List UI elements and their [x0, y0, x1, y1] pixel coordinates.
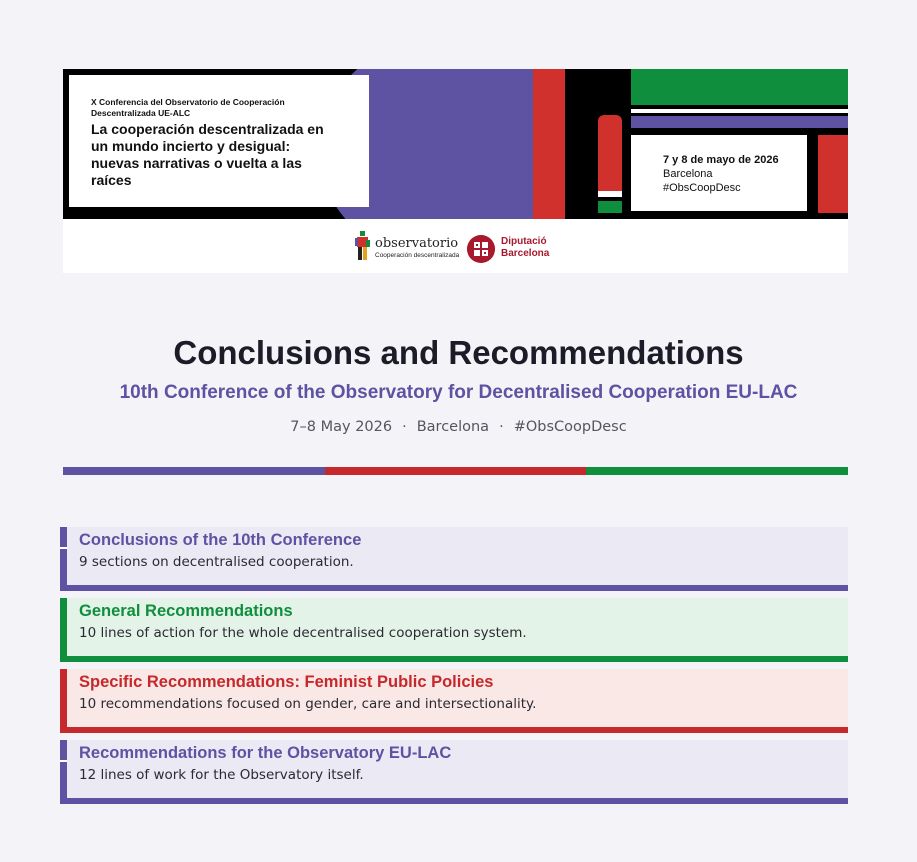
banner-purple-bar — [631, 116, 848, 128]
banner-red-pill — [598, 115, 622, 197]
meta-separator: · — [402, 419, 407, 435]
banner-green-block — [631, 69, 848, 105]
event-meta — [0, 419, 917, 435]
diputacio-seal-icon — [467, 235, 495, 263]
card-conclusions[interactable] — [60, 527, 848, 591]
diputacio-line1: Diputació — [501, 236, 547, 247]
divider-red — [325, 467, 587, 475]
card-title: Recommendations for the Observatory EU-LAC — [79, 744, 452, 762]
card-title: General Recommendations — [79, 602, 293, 620]
banner-kicker: X Conferencia del Observatorio de Cooperación Descentralizada UE-ALC — [91, 97, 285, 118]
diputacio-line2: Barcelona — [501, 248, 550, 259]
page-subtitle: 10th Conference of the Observatory for Decentralised Cooperation EU-LAC — [119, 382, 798, 403]
tricolor-divider — [63, 467, 848, 475]
event-city: Barcelona — [416, 419, 490, 435]
event-hashtag: #ObsCoopDesc — [513, 419, 627, 435]
divider-purple — [63, 467, 325, 475]
banner-red-right-block — [818, 135, 848, 213]
banner-headline: La cooperación descentralizada en un mundo incierto y desigual: nuevas narrativas o vuelta a las raíces — [91, 121, 324, 188]
banner-city: Barcelona — [663, 168, 713, 180]
card-observatory-recommendations[interactable] — [60, 740, 848, 804]
meta-separator: · — [499, 419, 504, 435]
banner-date: 7 y 8 de mayo de 2026 — [663, 154, 779, 166]
conference-banner — [63, 69, 848, 273]
card-title: Conclusions of the 10th Conference — [79, 531, 362, 549]
banner-date-box — [631, 135, 807, 211]
card-specific-recommendations[interactable] — [60, 669, 848, 733]
card-general-recommendations[interactable] — [60, 598, 848, 662]
card-description: 10 recommendations focused on gender, care and intersectionality. — [79, 696, 537, 712]
diputacio-name — [501, 236, 549, 260]
banner-hashtag: #ObsCoopDesc — [663, 182, 741, 194]
page-title: Conclusions and Recommendations — [173, 334, 744, 371]
banner-artwork — [63, 69, 848, 219]
observatorio-tagline: Cooperación descentralizada — [375, 252, 460, 259]
event-dates: 7–8 May 2026 — [290, 419, 393, 435]
card-description: 10 lines of action for the whole decentralised cooperation system. — [79, 625, 527, 641]
observatorio-name: observatorio — [375, 236, 459, 251]
banner-logos — [63, 219, 848, 273]
card-description: 12 lines of work for the Observatory itself. — [79, 767, 364, 783]
banner-red-block — [533, 69, 565, 219]
observatorio-figure-icon — [355, 231, 371, 261]
banner-title-box — [69, 75, 369, 207]
divider-green — [586, 467, 848, 475]
card-title: Specific Recommendations: Feminist Public Policies — [79, 673, 494, 691]
card-description: 9 sections on decentralised cooperation. — [79, 554, 354, 570]
